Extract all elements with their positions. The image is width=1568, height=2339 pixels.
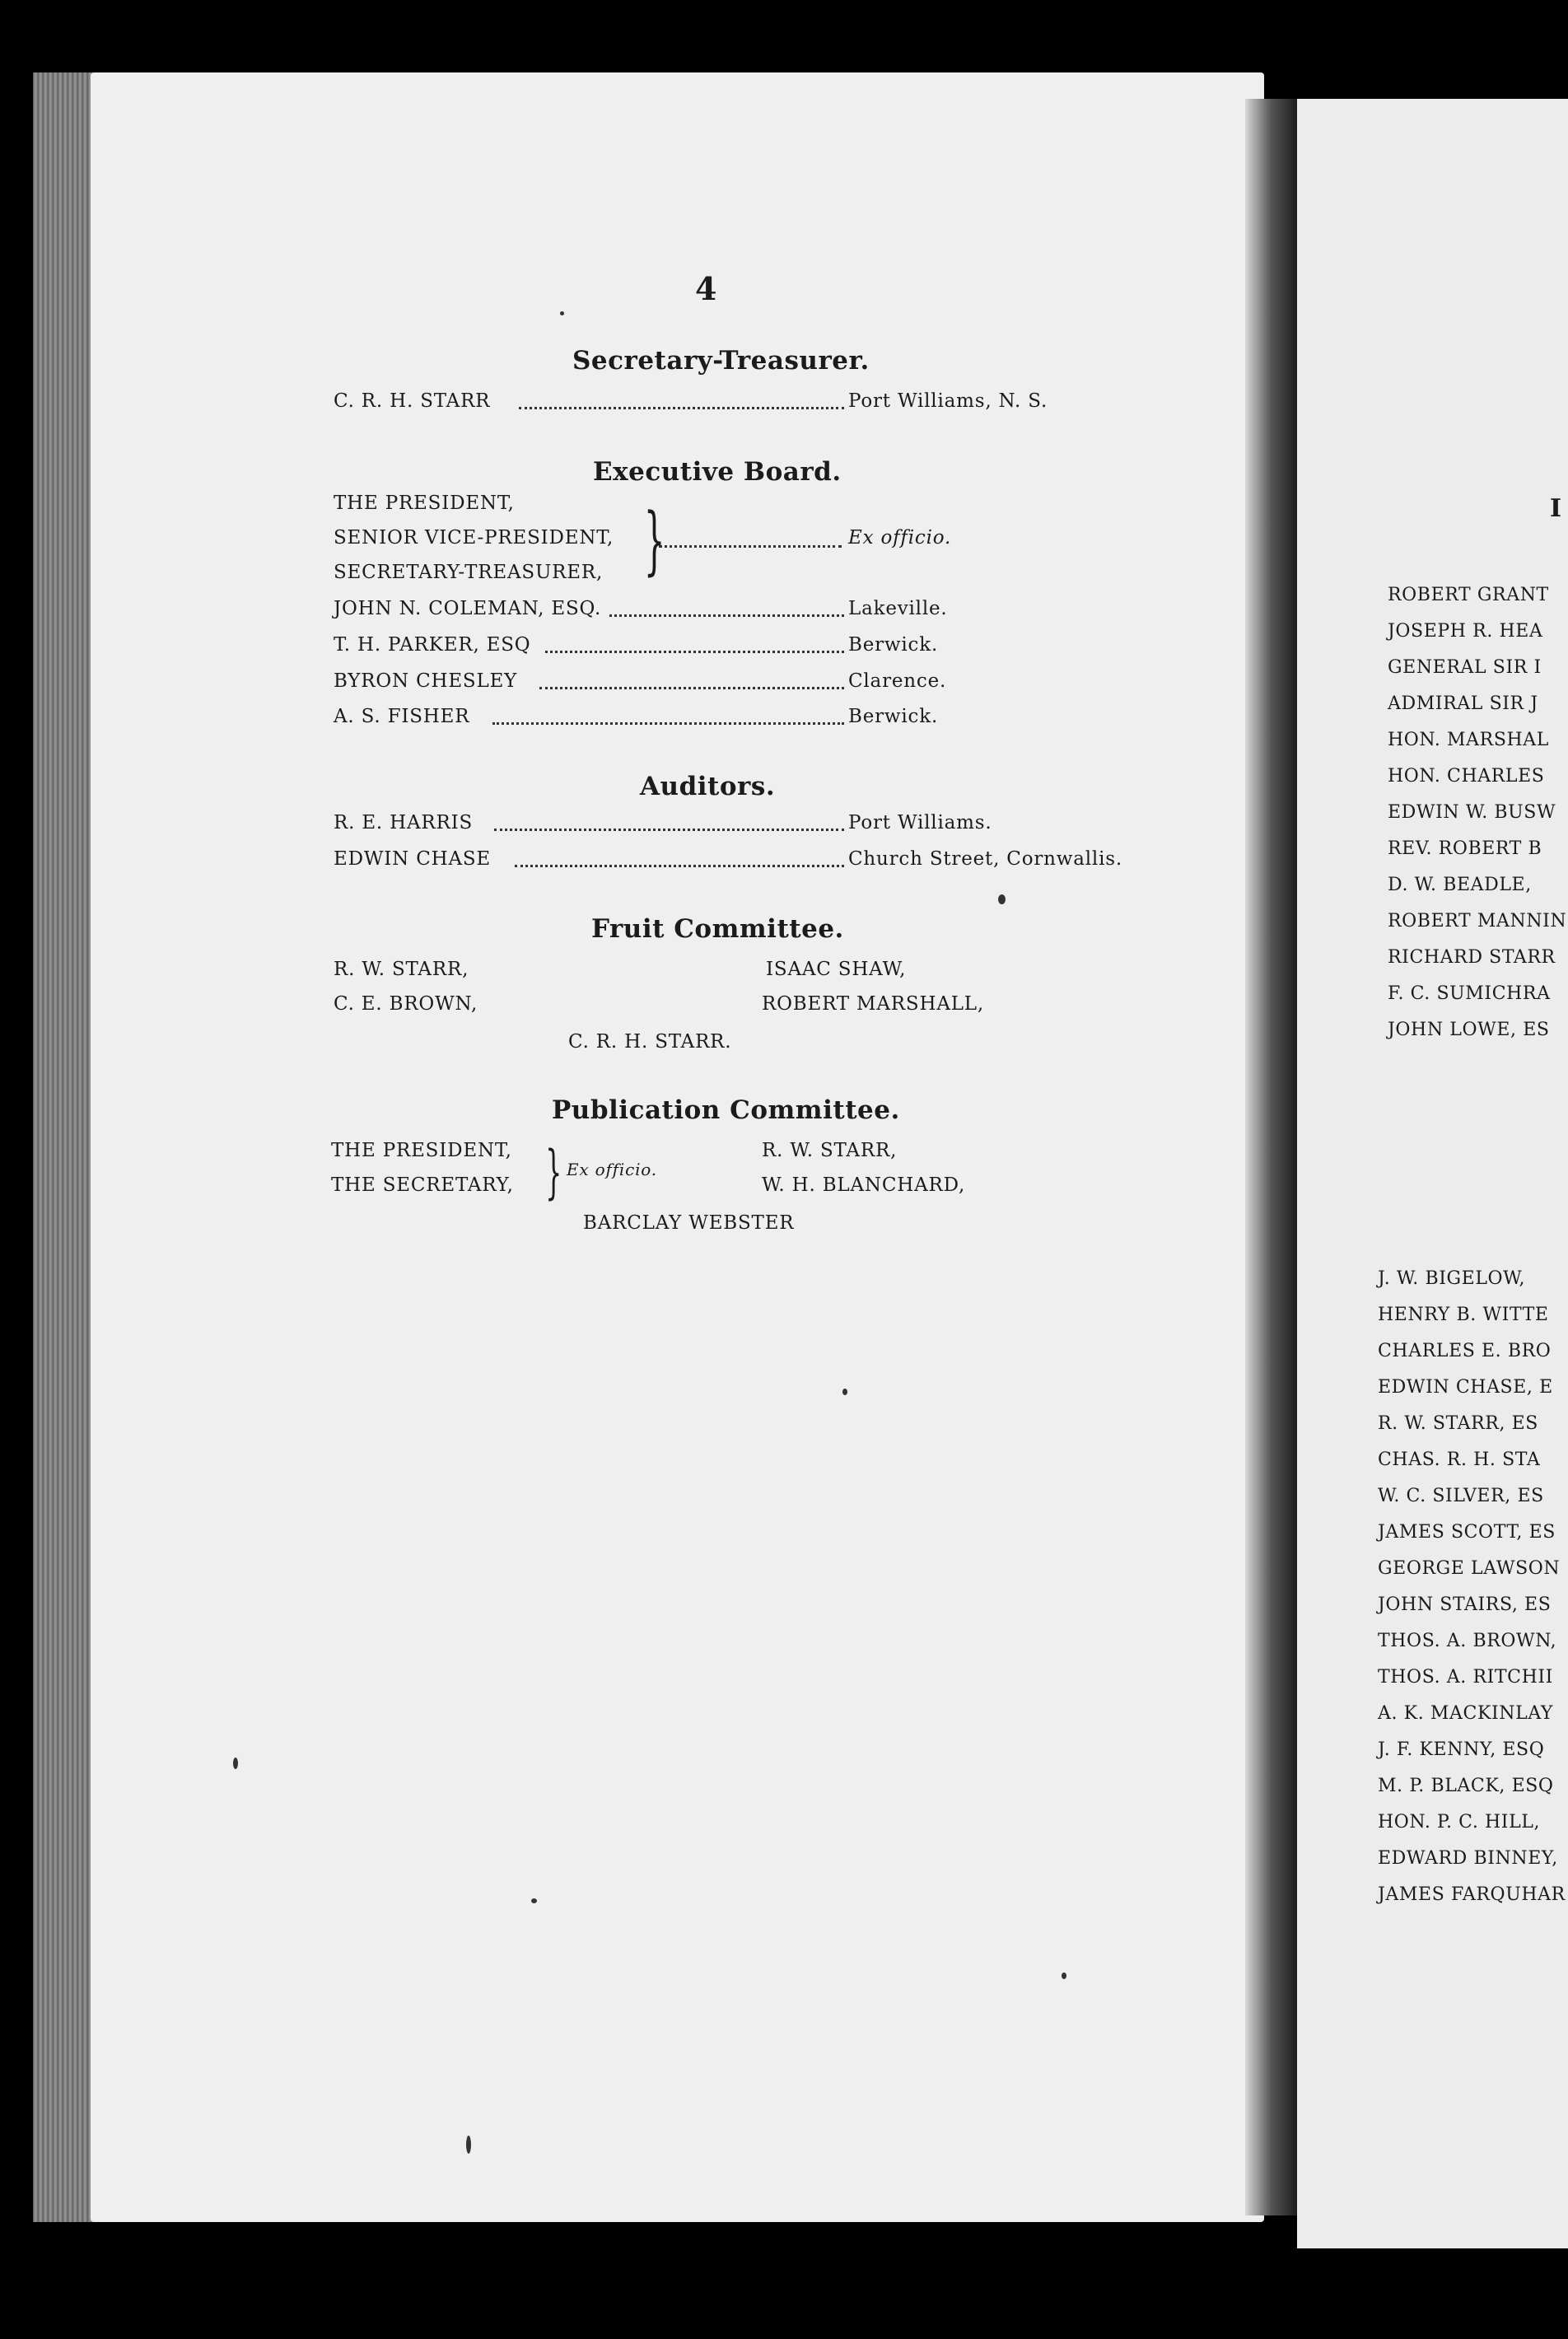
facing-page-entry: EDWARD BINNEY, [1378, 1848, 1558, 1869]
fruit-committee-member: ROBERT MARSHALL, [762, 993, 984, 1015]
facing-page-entry: EDWIN CHASE, E [1378, 1377, 1553, 1398]
facing-page-entry: RICHARD STARR [1388, 947, 1556, 968]
executive-member-ex-officio: SECRETARY-TREASURER, [334, 562, 604, 583]
publication-committee-member: THE PRESIDENT, [331, 1140, 512, 1161]
publication-committee-member: THE SECRETARY, [331, 1174, 514, 1196]
facing-page-entry: HON. CHARLES [1388, 766, 1545, 787]
facing-page [1297, 99, 1568, 2248]
fruit-committee-member: R. W. STARR, [334, 959, 469, 980]
facing-page-entry: D. W. BEADLE, [1388, 875, 1532, 895]
facing-page-entry: JOHN STAIRS, ES [1378, 1594, 1552, 1615]
brace-glyph: } [545, 1138, 562, 1206]
page-gutter [1245, 99, 1303, 2215]
facing-page-entry: THOS. A. RITCHII [1378, 1667, 1553, 1688]
auditor-place: Port Williams. [848, 812, 992, 833]
executive-member-name: BYRON CHESLEY [334, 670, 518, 692]
brace-glyph: } [643, 497, 665, 584]
ink-speck [1062, 1973, 1066, 1979]
facing-page-entry: JAMES SCOTT, ES [1378, 1522, 1556, 1543]
facing-page-entry: W. C. SILVER, ES [1378, 1486, 1544, 1506]
facing-page-entry: JOSEPH R. HEA [1388, 621, 1543, 642]
facing-page-entry: CHAS. R. H. STA [1378, 1450, 1541, 1470]
facing-page-entry: GEORGE LAWSON [1378, 1558, 1561, 1579]
secretary-treasurer-heading: Secretary-Treasurer. [572, 346, 870, 376]
leader-dots [609, 614, 844, 617]
leader-dots [494, 829, 844, 831]
facing-page-entry: HON. P. C. HILL, [1378, 1812, 1541, 1832]
facing-page-entry: J. F. KENNY, ESQ [1378, 1739, 1545, 1760]
secretary-treasurer-name: C. R. H. STARR [334, 390, 491, 412]
leader-dots [515, 865, 844, 867]
facing-page-entry: GENERAL SIR I [1388, 657, 1542, 678]
auditor-name: R. E. HARRIS [334, 812, 474, 833]
fruit-committee-member: ISAAC SHAW, [766, 959, 907, 980]
facing-page-entry: M. P. BLACK, ESQ [1378, 1776, 1554, 1796]
ink-speck [998, 894, 1006, 904]
executive-member-place: Clarence. [848, 670, 947, 692]
fruit-committee-member: C. R. H. STARR. [568, 1031, 732, 1053]
executive-member-place: Lakeville. [848, 598, 948, 619]
facing-page-entry: F. C. SUMICHRA [1388, 983, 1551, 1004]
ink-speck [560, 311, 564, 315]
facing-page-entry: JAMES FARQUHAR [1378, 1884, 1566, 1905]
auditor-place: Church Street, Cornwallis. [848, 848, 1122, 870]
fruit-committee-member: C. E. BROWN, [334, 993, 478, 1015]
ink-speck [466, 2136, 471, 2154]
leader-dots [519, 407, 844, 409]
facing-page-entry: J. W. BIGELOW, [1378, 1268, 1526, 1289]
leader-dots [539, 687, 844, 689]
facing-page-entry: ROBERT MANNIN [1388, 911, 1567, 931]
auditors-heading: Auditors. [640, 772, 776, 801]
executive-member-name: A. S. FISHER [334, 706, 470, 727]
leader-dots [492, 722, 844, 725]
secretary-treasurer-place: Port Williams, N. S. [848, 390, 1048, 412]
executive-board-heading: Executive Board. [593, 457, 842, 487]
facing-page-heading: I [1550, 494, 1562, 523]
leader-dots [545, 651, 844, 653]
facing-page-entry: HON. MARSHAL [1388, 730, 1549, 750]
facing-page-entry: ADMIRAL SIR J [1388, 693, 1538, 714]
ex-officio-label: Ex officio. [567, 1160, 657, 1179]
leader-dots [659, 545, 842, 548]
executive-member-place: Berwick. [848, 706, 939, 727]
ex-officio-label: Ex officio. [848, 527, 952, 549]
ink-speck [233, 1758, 238, 1769]
page-number: 4 [695, 270, 717, 307]
executive-member-ex-officio: SENIOR VICE-PRESIDENT, [334, 527, 614, 549]
facing-page-entry: R. W. STARR, ES [1378, 1413, 1538, 1434]
book-spine [33, 72, 97, 2222]
publication-committee-member: R. W. STARR, [762, 1140, 898, 1161]
publication-committee-member: BARCLAY WEBSTER [583, 1212, 795, 1234]
ink-speck [531, 1898, 537, 1903]
facing-page-entry: ROBERT GRANT [1388, 585, 1549, 605]
auditor-name: EDWIN CHASE [334, 848, 492, 870]
executive-member-place: Berwick. [848, 634, 939, 656]
facing-page-entry: A. K. MACKINLAY [1378, 1703, 1554, 1724]
executive-member-name: T. H. PARKER, ESQ [334, 634, 531, 656]
facing-page-entry: EDWIN W. BUSW [1388, 802, 1556, 823]
facing-page-entry: REV. ROBERT B [1388, 838, 1542, 859]
publication-committee-member: W. H. BLANCHARD, [762, 1174, 966, 1196]
left-page [91, 72, 1264, 2222]
facing-page-entry: JOHN LOWE, ES [1388, 1020, 1550, 1040]
ink-speck [842, 1389, 847, 1395]
executive-member-name: JOHN N. COLEMAN, ESQ. [334, 598, 602, 619]
executive-member-ex-officio: THE PRESIDENT, [334, 493, 515, 514]
fruit-committee-heading: Fruit Committee. [591, 914, 844, 944]
facing-page-entry: HENRY B. WITTE [1378, 1305, 1549, 1325]
facing-page-entry: THOS. A. BROWN, [1378, 1631, 1557, 1651]
publication-committee-heading: Publication Committee. [552, 1095, 900, 1125]
facing-page-entry: CHARLES E. BRO [1378, 1341, 1552, 1361]
